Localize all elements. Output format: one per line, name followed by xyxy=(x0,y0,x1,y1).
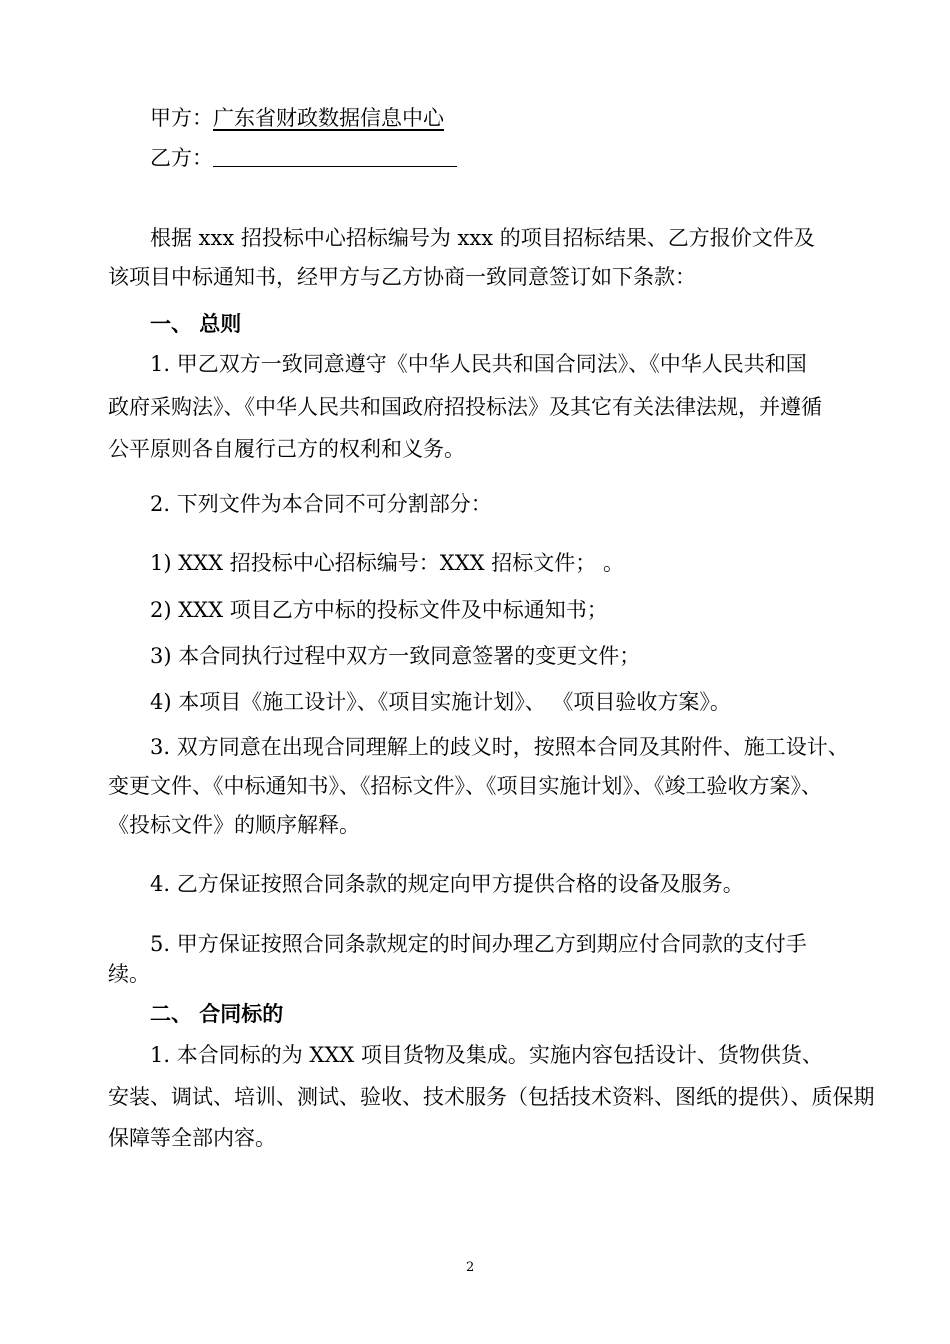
s1-sub-item-2: 2) XXX 项目乙方中标的投标文件及中标通知书； xyxy=(150,598,608,622)
party-a-label: 甲方： xyxy=(150,106,213,130)
party-a-value: 广东省财政数据信息中心 xyxy=(213,106,444,130)
s2-item1-line-2: 安装、调试、培训、测试、验收、技术服务（包括技术资料、图纸的提供）、质保期 xyxy=(108,1085,875,1109)
s1-sub-item-4: 4) 本项目《施工设计》、《项目实施计划》、 《项目验收方案》。 xyxy=(150,690,731,714)
s1-item5-line-2: 续。 xyxy=(108,962,150,986)
intro-line-1: 根据 xxx 招投标中心招标编号为 xxx 的项目招标结果、乙方报价文件及 xyxy=(150,226,815,250)
party-b-line xyxy=(150,144,457,172)
party-b-blank xyxy=(213,146,457,167)
s1-item3-line-2: 变更文件、《中标通知书》、《招标文件》、《项目实施计划》、《竣工验收方案》、 xyxy=(108,774,822,798)
s1-item2: 2. 下列文件为本合同不可分割部分： xyxy=(150,492,492,516)
page-number: 2 xyxy=(466,1260,475,1275)
s2-item1-line-1: 1. 本合同标的为 XXX 项目货物及集成。实施内容包括设计、货物供货、 xyxy=(150,1043,823,1067)
s1-item5-line-1: 5. 甲方保证按照合同条款规定的时间办理乙方到期应付合同款的支付手 xyxy=(150,932,807,956)
s1-item3-line-1: 3. 双方同意在出现合同理解上的歧义时，按照本合同及其附件、施工设计、 xyxy=(150,735,849,759)
intro-line-2: 该项目中标通知书，经甲方与乙方协商一致同意签订如下条款： xyxy=(108,265,696,289)
party-b-label: 乙方： xyxy=(150,146,213,170)
s1-sub-item-3: 3) 本合同执行过程中双方一致同意签署的变更文件； xyxy=(150,644,641,668)
section1-heading: 一、 总则 xyxy=(150,312,242,336)
party-a-line xyxy=(150,104,444,132)
s1-item1-line-3: 公平原则各自履行己方的权利和义务。 xyxy=(108,437,465,461)
section2-heading: 二、 合同标的 xyxy=(150,1002,284,1026)
s1-item1-line-1: 1. 甲乙双方一致同意遵守《中华人民共和国合同法》、《中华人民共和国 xyxy=(150,352,807,376)
s1-item4: 4. 乙方保证按照合同条款的规定向甲方提供合格的设备及服务。 xyxy=(150,872,744,896)
s1-item1-line-2: 政府采购法》、《中华人民共和国政府招投标法》及其它有关法律法规，并遵循 xyxy=(108,395,822,419)
s1-sub-item-1: 1) XXX 招投标中心招标编号：XXX 招标文件； 。 xyxy=(150,551,624,575)
s2-item1-line-3: 保障等全部内容。 xyxy=(108,1126,276,1150)
s1-item3-line-3: 《投标文件》的顺序解释。 xyxy=(108,813,360,837)
